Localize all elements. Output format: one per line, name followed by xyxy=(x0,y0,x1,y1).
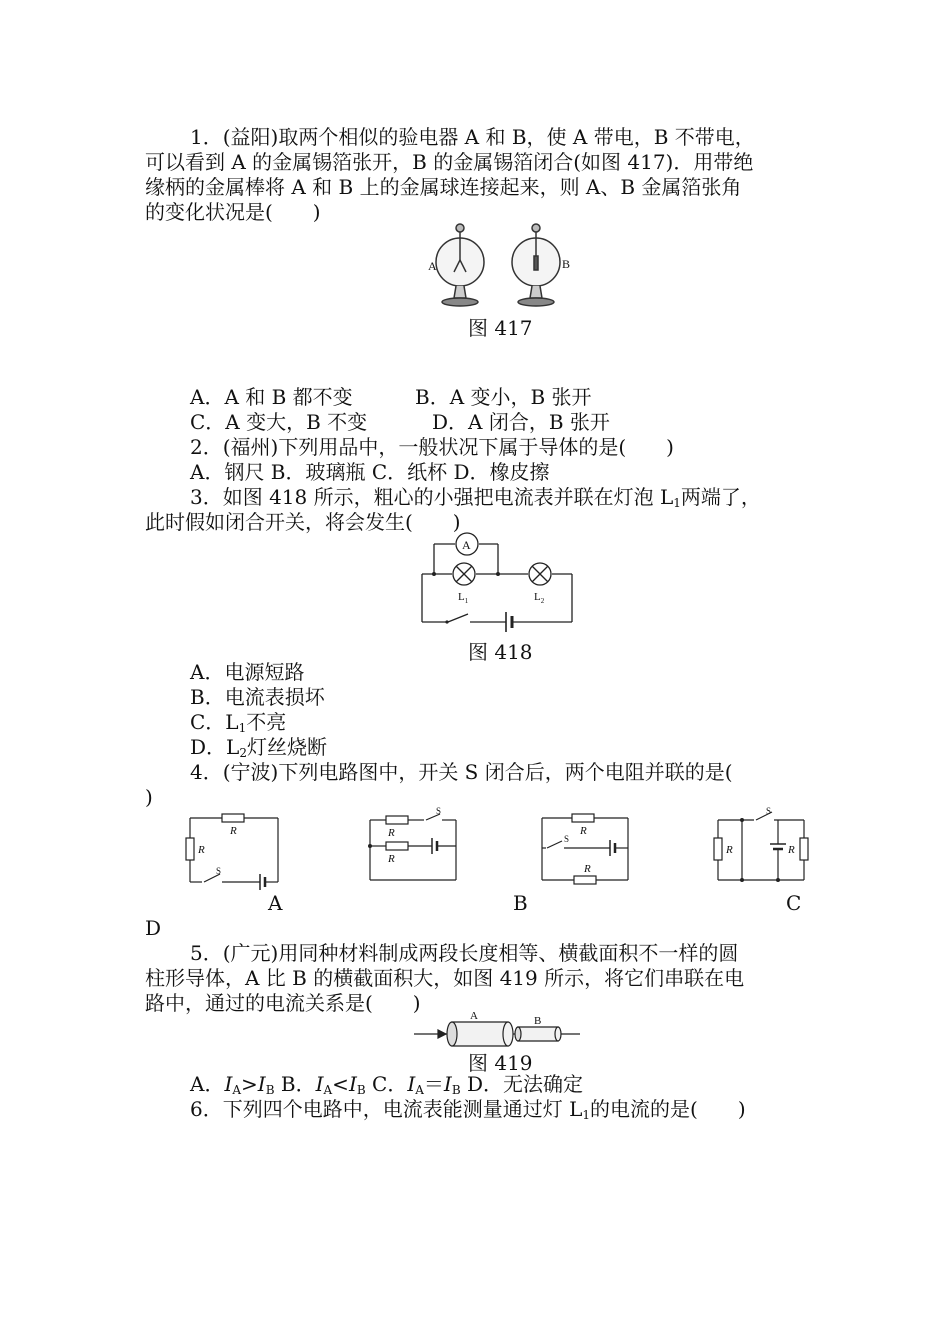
svg-text:R: R xyxy=(584,863,591,875)
q4-label-d: D xyxy=(145,916,162,940)
q4-stem-tail: ) xyxy=(145,785,153,809)
figure-417-caption: 图 417 xyxy=(468,316,533,340)
lamp-l2-label: $L_2$ xyxy=(534,591,545,605)
q1-option-b: B．A 变小，B 张开 xyxy=(415,385,592,409)
q4-label-c: C xyxy=(786,891,802,915)
svg-text:S: S xyxy=(766,806,772,816)
node-dot xyxy=(496,572,500,576)
q5-stem-line-1: 5．(广元)用同种材料制成两段长度相等、横截面积不一样的圆 xyxy=(190,941,739,965)
q2-options: A．钢尺 B．玻璃瓶 C．纸杯 D．橡皮擦 xyxy=(190,460,550,484)
q4-circuit-d xyxy=(714,806,810,886)
q1-option-c: C．A 变大，B 不变 xyxy=(190,410,368,434)
electroscope-a xyxy=(436,224,484,306)
q6-stem: 6．下列四个电路中，电流表能测量通过灯 $L_1$的电流的是( ) xyxy=(190,1097,746,1122)
q1-stem-line-4: 的变化状况是( ) xyxy=(145,200,321,224)
q5-stem-line-2: 柱形导体，A 比 B 的横截面积大，如图 419 所示，将它们串联在电 xyxy=(145,966,745,990)
q4-label-a: A xyxy=(268,891,283,915)
q3-option-d: D．$L_2$灯丝烧断 xyxy=(190,735,327,760)
svg-text:R: R xyxy=(198,844,205,856)
q5-stem-line-3: 路中，通过的电流关系是( ) xyxy=(145,991,421,1015)
svg-text:R: R xyxy=(388,853,395,865)
node-dot xyxy=(432,572,436,576)
q1-option-d: D．A 闭合，B 张开 xyxy=(432,410,610,434)
figure-418-caption: 图 418 xyxy=(468,640,533,664)
figure-419-conductors xyxy=(412,1012,582,1048)
svg-text:S: S xyxy=(436,806,442,816)
fig417-label-b: B xyxy=(562,257,571,271)
svg-text:A: A xyxy=(470,1010,478,1022)
svg-text:R: R xyxy=(788,844,795,856)
svg-text:S: S xyxy=(216,866,222,876)
svg-text:R: R xyxy=(726,844,733,856)
svg-text:R: R xyxy=(388,827,395,839)
q4-label-b: B xyxy=(513,891,528,915)
fig417-label-a: A xyxy=(428,259,437,273)
figure-418-circuit xyxy=(418,530,578,630)
figure-419-caption: 图 419 xyxy=(468,1051,533,1075)
q5-options: A．$I_A>I_B$ B．$I_A<I_B$ C．$I_A=I_B$ D．无法确定 xyxy=(190,1072,584,1097)
q3-option-a: A．电源短路 xyxy=(190,660,305,684)
q4-circuit-c xyxy=(538,812,634,888)
electroscope-b xyxy=(512,224,560,306)
q2-stem: 2．(福州)下列用品中，一般状况下属于导体的是( ) xyxy=(190,435,674,459)
figure-417-electroscopes xyxy=(420,222,580,312)
q3-option-c: C．$L_1$不亮 xyxy=(190,710,287,735)
q3-option-b: B．电流表损坏 xyxy=(190,685,325,709)
q4-stem: 4．(宁波)下列电路图中，开关 S 闭合后，两个电阻并联的是( xyxy=(190,760,733,784)
svg-text:B: B xyxy=(534,1015,542,1027)
q4-circuit-a xyxy=(186,812,282,888)
svg-text:R: R xyxy=(230,825,237,837)
switch-pivot xyxy=(445,620,448,623)
q4-circuit-b xyxy=(366,808,462,884)
q1-option-a: A．A 和 B 都不变 xyxy=(190,385,353,409)
lamp-l1-label: $L_1$ xyxy=(458,591,469,605)
q1-stem-line-3: 缘柄的金属棒将 A 和 B 上的金属球连接起来，则 A、B 金属箔张角 xyxy=(145,175,742,199)
q1-stem-line-2: 可以看到 A 的金属锡箔张开，B 的金属锡箔闭合(如图 417)．用带绝 xyxy=(145,150,754,174)
svg-text:R: R xyxy=(580,825,587,837)
q3-stem-line-2: 此时假如闭合开关，将会发生( ) xyxy=(145,510,461,534)
q3-stem-line-1: 3．如图 418 所示，粗心的小强把电流表并联在灯泡 $L_1$两端了， xyxy=(190,485,761,510)
q1-stem-line-1: 1．(益阳)取两个相似的验电器 A 和 B，使 A 带电，B 不带电， xyxy=(190,125,755,149)
ammeter-label: A xyxy=(462,538,471,552)
svg-text:S: S xyxy=(564,834,570,844)
